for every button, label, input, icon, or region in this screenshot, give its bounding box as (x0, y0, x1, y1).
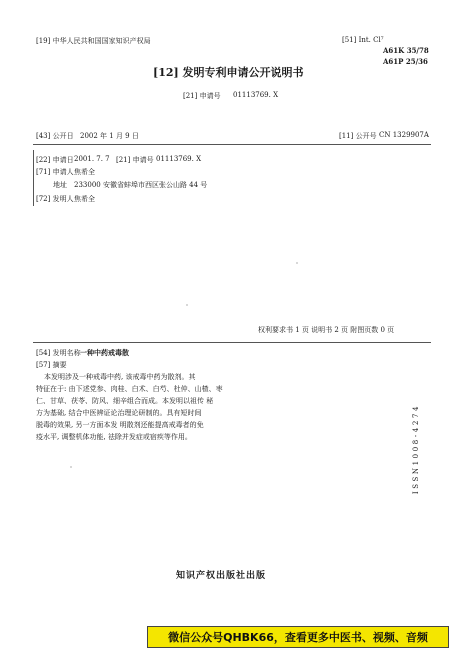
abstract-label: [57] 摘要 (36, 361, 67, 369)
applicant-label: [71] 申请人 (36, 168, 74, 176)
ipc-code: A61P 25/36 (383, 57, 428, 66)
document-type-title: [12] 发明专利申请公开说明书 (153, 66, 304, 79)
application-number: 01113769. X (233, 91, 279, 99)
divider (33, 144, 431, 145)
intcl-label: [51] Int. Cl⁷ (342, 36, 384, 44)
application-number-label: [21] 申请号 (183, 92, 221, 100)
scan-speck (70, 466, 72, 468)
ipc-code: A61K 35/78 (383, 46, 429, 55)
column-divider (33, 150, 34, 206)
abstract-line: 疫水平, 调整机体功能, 祛除并发症或宿疾等作用。 (36, 433, 192, 441)
scan-speck (186, 304, 188, 306)
inventor-name: 焦希全 (74, 195, 95, 203)
publication-date-label: [43] 公开日 (36, 132, 74, 140)
abstract-line: 方为基础, 结合中医辨证论治理论研制的。具有短时间 (36, 409, 202, 417)
abstract-line: 脱毒的效果, 另一方面本发 明散剂还能提高戒毒者的免 (36, 421, 204, 429)
scan-speck (296, 262, 298, 264)
applicant-name: 焦希全 (74, 168, 95, 176)
publication-number-label: [11] 公开号 (339, 132, 377, 140)
application-number: 01113769. X (156, 155, 202, 163)
page-count-summary: 权利要求书 1 页 说明书 2 页 附图页数 0 页 (258, 326, 395, 334)
promo-banner: 微信公众号QHBK66，查看更多中医书、视频、音频 (147, 626, 449, 648)
applicant-address: 233000 安徽省蚌埠市西区张公山路 44 号 (74, 181, 208, 189)
inventor-label: [72] 发明人 (36, 195, 74, 203)
publisher: 知识产权出版社出版 (176, 571, 267, 581)
application-number-label: [21] 申请号 (116, 156, 154, 164)
filing-date: 2001. 7. 7 (74, 155, 110, 163)
divider (33, 342, 431, 343)
abstract-line: 本发明涉及一种戒毒中药, 该戒毒中药为散剂。其 (44, 373, 196, 381)
invention-title: 一种中药戒毒散 (80, 348, 129, 357)
invention-title-label: [54] 发明名称 (36, 349, 81, 357)
abstract-line: 仁、甘草、茯苓、防风、细辛组合而成。本发明以祖传 秘 (36, 397, 214, 405)
publication-number: CN 1329907A (379, 131, 429, 139)
abstract-line: 特征在于: 由下述党参、肉桂、白术、白芍、杜仲、山楂、枣 (36, 385, 223, 393)
address-label: 地址 (53, 181, 67, 189)
publication-date: 2002 年 1 月 9 日 (80, 132, 139, 140)
issuing-office: [19] 中华人民共和国国家知识产权局 (36, 37, 151, 45)
filing-date-label: [22] 申请日 (36, 156, 74, 164)
issn-number: ISSN1008-4274 (412, 404, 420, 495)
